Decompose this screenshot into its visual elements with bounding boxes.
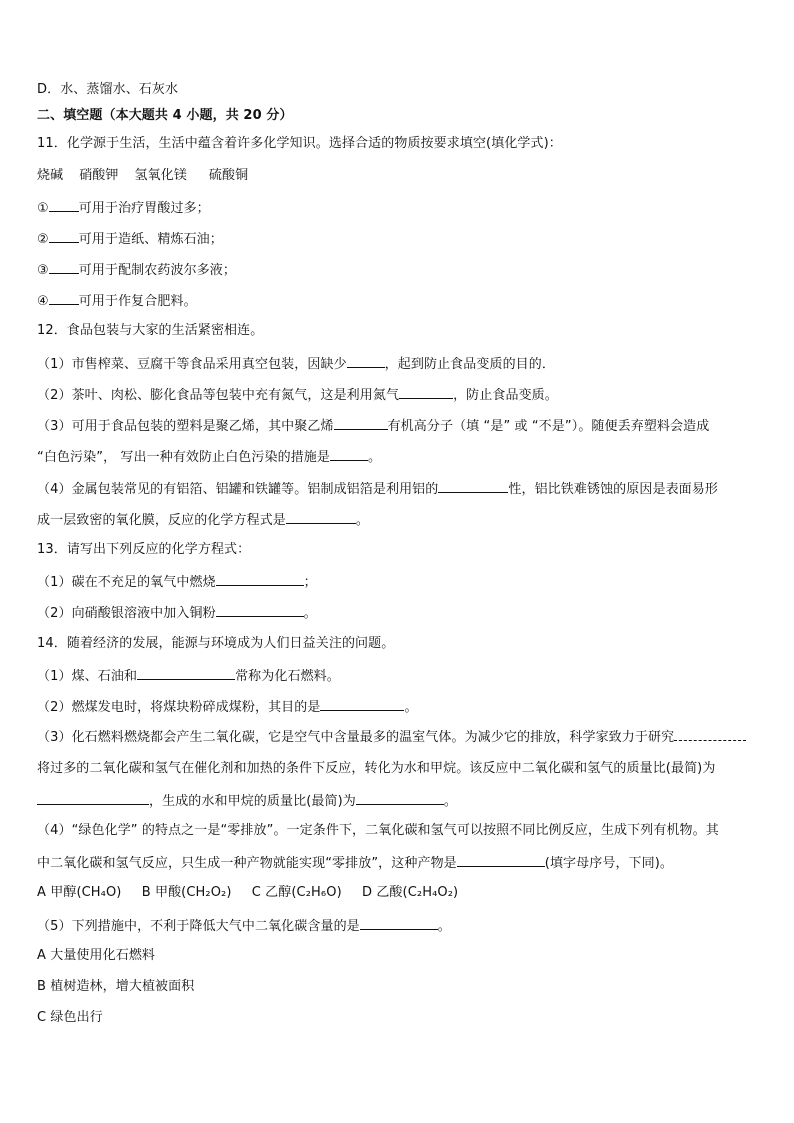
substance-1: 烧碱 [37,168,64,183]
answer-blank[interactable] [347,354,385,368]
answer-blank[interactable] [330,447,368,461]
q11-item-3 [37,260,764,280]
q12-part-2 [37,385,764,405]
section-header: 二、填空题（本大题共 4 小题，共 20 分） [37,108,293,123]
text: “白色污染”， 写出一种有效防止白色污染的措施是 [37,450,331,465]
q12-part-1 [37,354,764,374]
item-number: ③ [37,263,49,278]
text: 。 [303,606,317,621]
q13-part-2 [37,603,764,623]
option-label: A 甲醇 [37,885,77,900]
q12-part-4 [37,479,764,499]
text: 。 [355,513,370,528]
answer-blank[interactable] [399,385,453,399]
q11-item-1 [37,198,764,218]
q14-part-4: （4）“绿色化学” 的特点之一是“零排放”。一定条件下，二氧化碳和氢气可以按照不同比例反应，生成下列有机物。其 [37,823,719,838]
substance-4: 硫酸铜 [208,168,249,183]
option-d-line: D．水、蒸馏水、石灰水 [37,82,179,97]
q13-part-1 [37,572,764,592]
text: ； [303,575,317,590]
answer-blank[interactable] [49,198,79,212]
text: ，生成的水和甲烷的质量比(最简)为 [149,794,356,809]
item-number: ② [37,232,49,247]
q14-stem: 14．随着经济的发展，能源与环境成为人们日益关注的问题。 [37,636,395,651]
text: 中二氧化碳和氢气反应，只生成一种产物就能实现“零排放”，这种产物是 [37,856,457,871]
option-formula: (C₂H₄O₂) [402,885,459,900]
text: （5）下列措施中，不利于降低大气中二氧化碳含量的是 [37,919,360,934]
q11-item-2 [37,229,764,249]
answer-blank[interactable] [216,603,304,617]
text: 性，铝比铁难锈蚀的原因是表面易形 [508,482,718,497]
answer-blank[interactable] [334,416,388,430]
answer-blank[interactable] [356,791,444,805]
option-d [362,885,458,900]
text: ，起到防止食品变质的目的． [384,357,555,372]
q12-part-4-cont [37,510,764,530]
q14-options [37,884,764,902]
text: 。 [437,919,451,934]
option-formula: (CH₂O₂) [181,885,232,900]
substance-2: 硝酸钾 [79,168,119,183]
text: ，防止食品变质。 [453,388,558,403]
q12-part-3-cont [37,447,764,467]
item-text: 可用于作复合肥料。 [78,294,197,309]
q11-item-4 [37,291,764,311]
text: 。 [443,794,457,809]
item-text: 可用于造纸、精炼石油； [78,232,223,247]
q12-part-3 [37,416,764,436]
q13-stem: 13．请写出下列反应的化学方程式： [37,542,251,557]
q11-substances [37,167,764,185]
item-number: ④ [37,294,49,309]
item-text: 可用于治疗胃酸过多； [78,201,210,216]
q14-part-3 [37,729,764,747]
answer-blank[interactable] [37,791,149,805]
answer-blank[interactable] [286,510,356,524]
option-label: D 乙酸 [361,885,403,900]
q14-p5-option-b: B 植树造林，增大植被面积 [37,979,195,994]
text: 有机高分子（填 “是” 或 “不是”）。随便丢弃塑料会造成 [387,419,710,434]
option-a [37,885,121,900]
answer-blank[interactable] [438,479,508,493]
q14-part-3-cont: 将过多的二氧化碳和氢气在催化剂和加热的条件下反应，转化为水和甲烷。该反应中二氧化碳和氢气的质量比(最简)为 [37,761,716,776]
q14-part-4-cont [37,853,764,873]
answer-blank[interactable] [49,229,79,243]
option-formula: (C₂H₆O) [291,885,342,900]
q14-p5-option-c: C 绿色出行 [37,1010,103,1025]
q11-stem: 11．化学源于生活，生活中蕴含着许多化学知识。选择合适的物质按要求填空(填化学式)： [37,136,562,151]
option-b [142,885,232,900]
answer-blank[interactable] [49,291,79,305]
answer-blank[interactable] [360,916,438,930]
text: （2）燃煤发电时，将煤块粉碎成煤粉，其目的是 [37,700,321,715]
answer-blank[interactable] [137,666,235,680]
text: 成一层致密的氧化膜，反应的化学方程式是 [37,513,286,528]
text: （4）金属包装常见的有铝箔、铝罐和铁罐等。铝制成铝箔是利用铝的 [37,482,439,497]
answer-blank[interactable] [216,572,304,586]
option-c [252,885,342,900]
q14-part-3-blanks [37,791,764,811]
text: 常称为化石燃料。 [235,669,340,684]
text: （3）可用于食品包装的塑料是聚乙烯，其中聚乙烯 [37,419,334,434]
q14-part-1 [37,666,764,686]
text: （1）碳在不充足的氧气中燃烧 [37,575,216,590]
item-text: 可用于配制农药波尔多液； [78,263,236,278]
substance-3: 氢氧化镁 [134,168,187,183]
text: 。 [404,700,418,715]
q14-part-2 [37,697,764,717]
text: （1）煤、石油和 [37,669,138,684]
q14-part-5 [37,916,764,936]
text: （2）茶叶、肉松、膨化食品等包装中充有氮气，这是利用氮气 [37,388,400,403]
text: (填字母序号，下同)。 [544,856,674,871]
option-label: C 乙醇 [251,885,292,900]
answer-blank[interactable] [49,260,79,274]
dash-blank[interactable] [674,730,746,741]
text: （3）化石燃料燃烧都会产生二氧化碳，它是空气中含量最多的温室气体。为减少它的排放，科学家致力于研究 [37,730,675,745]
text: （2）向硝酸银溶液中加入铜粉 [37,606,216,621]
answer-blank[interactable] [457,853,545,867]
q14-p5-option-a: A 大量使用化石燃料 [37,948,156,963]
text: （1）市售榨菜、豆腐干等食品采用真空包装，因缺少 [37,357,347,372]
answer-blank[interactable] [320,697,404,711]
text: 。 [368,450,382,465]
option-label: B 甲酸 [141,885,182,900]
option-formula: (CH₄O) [76,885,122,900]
item-number: ① [37,201,49,216]
q12-stem: 12．食品包装与大家的生活紧密相连。 [37,323,264,338]
